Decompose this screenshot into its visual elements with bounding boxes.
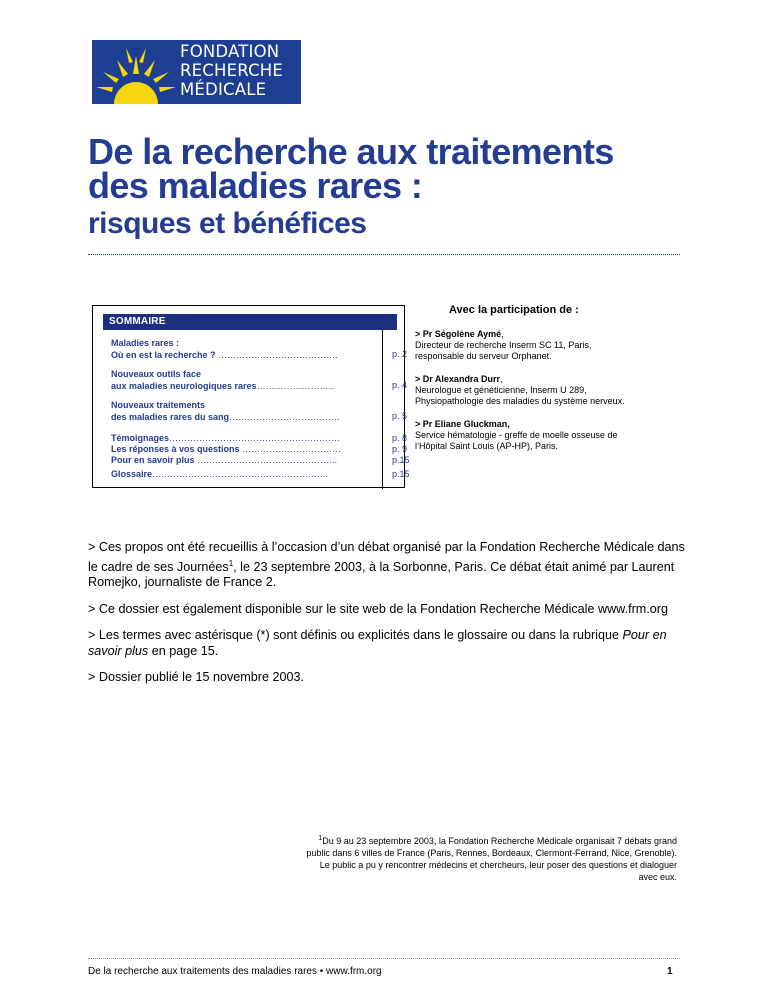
intro-text [88,540,688,697]
toc-leader: …………………………………. [218,349,338,360]
footnote-number: 1 [318,835,323,842]
intro-paragraph-2: > Ce dossier est également disponible sur le site web de la Fondation Recherche Médicale www.frm.org [88,601,668,616]
participant-role: Neurologue et généticienne, Inserm U 289, [415,385,587,395]
participant-role: Directeur de recherche Inserm SC 11, Paris, [415,340,592,350]
participant-suffix: , [501,329,504,339]
toc-heading: SOMMAIRE [103,314,397,330]
toc-page-4: p. 8 [392,433,408,443]
toc-item-7[interactable] [111,469,383,481]
participant-name: > Pr Eliane Gluckman, [415,419,510,429]
title-divider [88,254,680,255]
toc-item-1-line1: Maladies rares : [111,338,180,348]
participant-1 [415,329,695,362]
logo-line-1: FONDATION [180,42,280,61]
toc-leader: ………………………………………………… [169,433,341,443]
title-line-2: des maladies rares : [88,165,423,206]
logo-line-2: RECHERCHE [180,61,284,80]
toc-item-3-line2: des maladies rares du sang [111,411,230,422]
title-subtitle: risques et bénéfices [88,207,367,240]
toc-item-7-label: Glossaire [111,469,153,479]
title-line-1: De la recherche aux traitements [88,131,614,172]
footer-divider [88,958,680,959]
toc-item-5[interactable] [111,444,383,456]
toc-leader: …………………….. [256,380,334,391]
intro-paragraph-3 [88,628,688,659]
participant-name: > Pr Ségolène Aymé [415,329,502,339]
footnote-text: Du 9 au 23 septembre 2003, la Fondation Recherche Médicale organisait 7 débats grand public dans 6 villes de France (Paris, Rennes, Bordeaux, Clermont-Ferrand, Nice, Grenoble). Le public a pu y rencontrer médecins et chercheurs, leur poser des questions et dialoguer avec eux. [306,836,677,882]
participants-section [415,303,695,464]
participant-2 [415,374,695,407]
participant-suffix: , [499,374,503,384]
toc-page-2: p. 4 [392,380,408,390]
participant-role: Physiopathologie des maladies du système nerveux. [415,396,625,406]
intro-p3-em: Pour en savoir plus [88,628,667,658]
toc-leader: ………………………………………………….. [152,469,329,479]
toc-item-4-label: Témoignages [111,433,170,443]
toc-item-3[interactable] [111,400,383,423]
toc-item-1[interactable] [111,338,383,361]
toc-leader: ……………………………………….. [197,455,338,465]
toc-page-3: p. 5 [392,411,408,421]
toc-item-4[interactable] [111,433,383,445]
toc-page-6: p.15 [392,455,410,465]
toc-box [92,305,410,488]
footnote-ref: 1 [228,558,234,568]
participant-role: Service hématologie - greffe de moelle osseuse de [415,430,618,440]
frm-logo [92,40,301,104]
toc-item-2-line2: aux maladies neurologiques rares [111,380,257,391]
toc-item-6[interactable] [111,455,383,467]
intro-p1-b: , le 23 septembre 2003, à la Sorbonne, Paris. Ce débat était animé par Laurent Romejko, journaliste de France 2. [88,559,675,590]
sun-icon [92,40,180,104]
toc-item-5-label: Les réponses à vos questions [111,444,240,454]
participants-heading: Avec la participation de : [449,304,579,316]
footnote [300,833,677,883]
toc-page-7: p.15 [392,469,410,479]
intro-p1-a: > Ces propos ont été recueillis à l’occasion d’un débat organisé par la Fondation Recherche Médicale dans le cadre de ses Journées [88,540,685,574]
toc-leader: ………………………………. [229,411,340,422]
toc-page-1: p. 2 [392,349,408,359]
intro-p3-a: > Les termes avec astérisque (*) sont définis ou explicités dans le glossaire ou dans la rubrique [88,628,623,643]
toc-item-2[interactable] [111,369,383,392]
toc-page-5: p. 9 [392,444,408,454]
toc-item-2-line1: Nouveaux outils face [111,369,202,379]
intro-paragraph-4: > Dossier publié le 15 novembre 2003. [88,670,304,685]
document-title [88,131,614,241]
toc-item-3-line1: Nouveaux traitements [111,400,206,410]
participant-role: l’Hôpital Saint Louis (AP-HP), Paris. [415,441,559,451]
intro-paragraph-1 [88,540,688,591]
logo-line-3: MÉDICALE [180,80,267,99]
page-number: 1 [667,966,673,977]
footer-text: De la recherche aux traitements des maladies rares • www.frm.org [88,966,382,977]
participant-3 [415,419,695,452]
toc-item-1-line2: Où en est la recherche ? [111,349,216,360]
participant-role: responsable du serveur Orphanet. [415,351,552,361]
intro-p3-b: en page 15. [148,643,219,658]
toc-leader: …………………………… [242,444,342,454]
participant-name: > Dr Alexandra Durr [415,374,500,384]
toc-item-6-label: Pour en savoir plus [111,455,195,465]
